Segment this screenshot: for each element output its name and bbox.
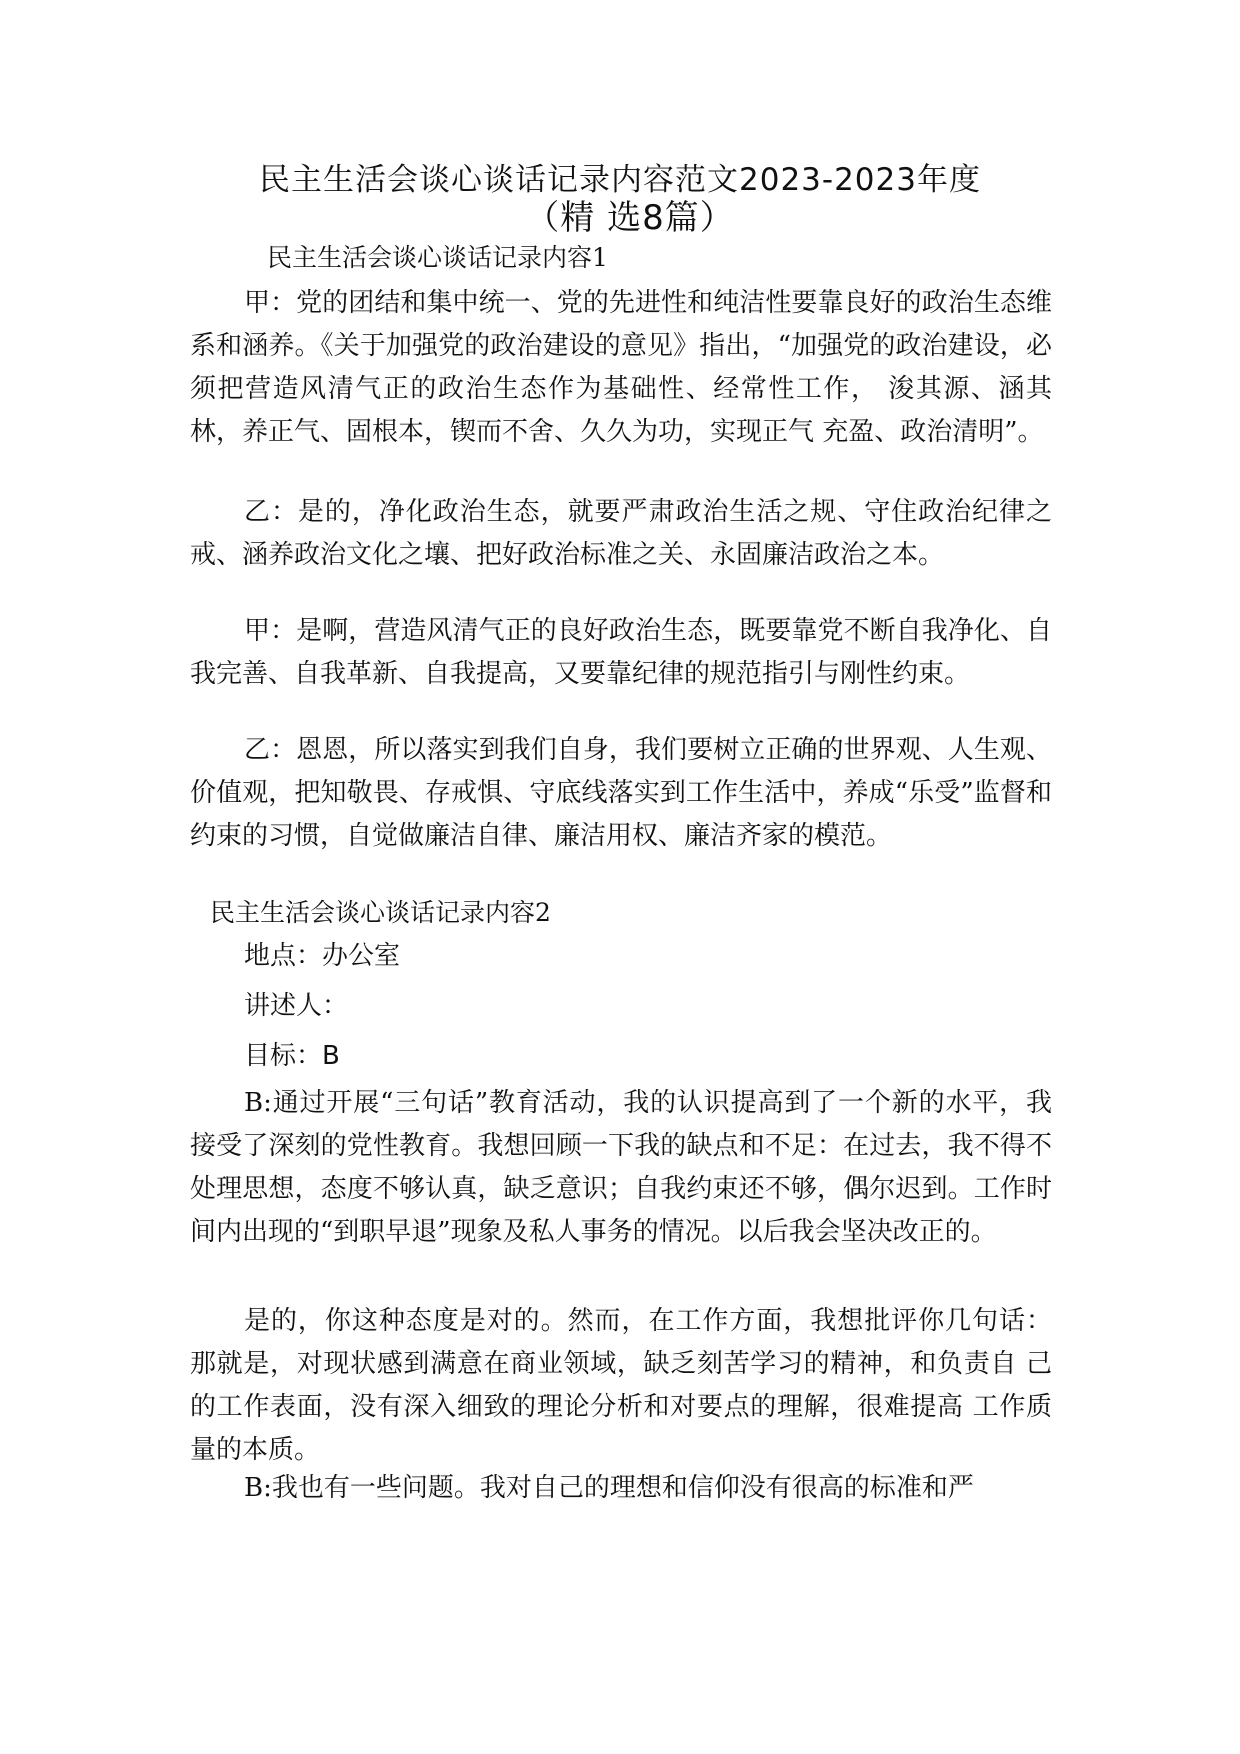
section-heading: 民主生活会谈心谈话记录内容2 (210, 898, 551, 927)
document-subtitle: （精 选8篇） (525, 198, 735, 238)
meeting-target (244, 1035, 340, 1078)
dialogue-paragraph: B:通过开展“三句话”教育活动，我的认识提高到了一个新的水平，我接受了深刻的党性教育。我想回顾一下我的缺点和不足：在过去，我不得不处理思想，态度不够认真，缺乏意识；自我约束还不够，偶尔迟到。工作时间内出现的“到职早退”现象及私人事务的情况。以后我会坚决改正的。 (190, 1088, 1052, 1247)
meeting-narrator: 讲述人： (244, 991, 349, 1021)
target-label: 目标： (244, 1041, 323, 1071)
dialogue-paragraph: 甲：是啊，营造风清气正的良好政治生态，既要靠党不断自我净化、自我完善、自我革新、自我提高，又要靠纪律的规范指引与刚性约束。 (190, 616, 1052, 689)
section-heading: 民主生活会谈心谈话记录内容1 (267, 243, 608, 272)
document-title: 民主生活会谈心谈话记录内容范文2023-2023年度 (259, 162, 981, 198)
dialogue-paragraph: 乙：是的，净化政治生态，就要严肃政治生活之规、守住政治纪律之戒、涵养政治文化之壤、把好政治标准之关、永固廉洁政治之本。 (190, 497, 1052, 570)
dialogue-paragraph: 甲：党的团结和集中统一、党的先进性和纯洁性要靠良好的政治生态维系和涵养。《关于加强党的政治建设的意见》指出，“加强党的政治建设，必须把营造风清气正的政治生态作为基础性、经常性工作， 浚其源、涵其林，养正气、固根本，锲而不舍、久久为功，实现正气 充盈、政治清明”。 (190, 288, 1052, 447)
meeting-location: 地点：办公室 (244, 941, 401, 971)
dialogue-paragraph: 是的，你这种态度是对的。然而，在工作方面，我想批评你几句话： 那就是，对现状感到满意在商业领域，缺乏刻苦学习的精神，和负责自 己的工作表面，没有深入细致的理论分析和对要点的理解，很难提高 工作质量的本质。 (190, 1306, 1052, 1465)
dialogue-paragraph: 乙：恩恩，所以落实到我们自身，我们要树立正确的世界观、人生观、价值观，把知敬畏、存戒惧、守底线落实到工作生活中，养成“乐受”监督和约束的习惯，自觉做廉洁自律、廉洁用权、廉洁齐家的模范。 (190, 735, 1052, 851)
target-value: B (322, 1041, 340, 1071)
dialogue-paragraph: B:我也有一些问题。我对自己的理想和信仰没有很高的标准和严 (244, 1473, 974, 1503)
